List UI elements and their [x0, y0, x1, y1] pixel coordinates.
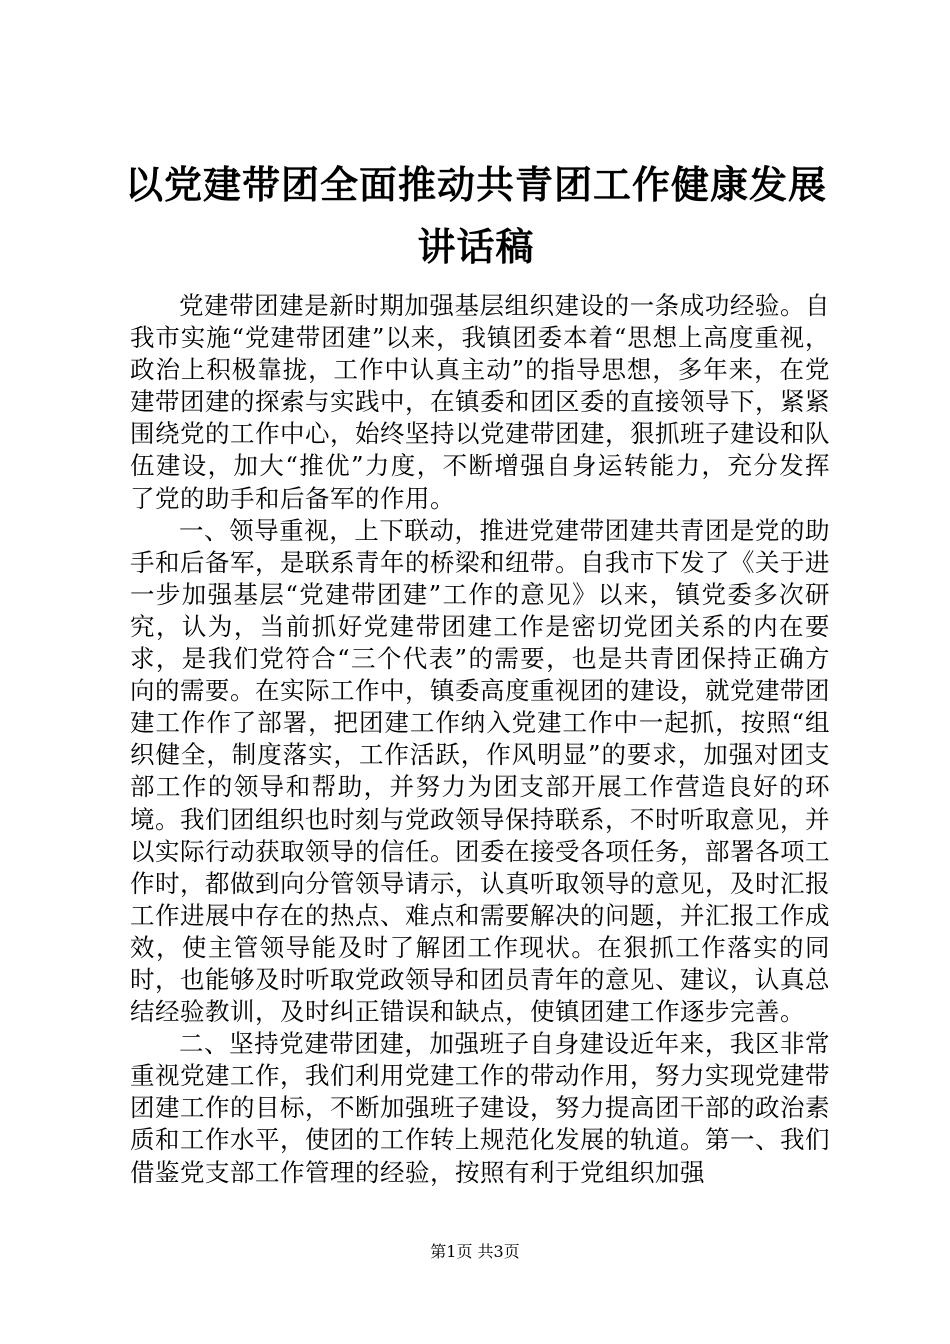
- paragraph-section-one: 一、领导重视，上下联动，推进党建带团建共青团是党的助手和后备军，是联系青年的桥梁和纽带。自我市下发了《关于进一步加强基层“党建带团建”工作的意见》以来，镇党委多次研究，认为，当前抓好党建带团建工作是密切党团关系的内在要求，是我们党符合“三个代表”的需要，也是共青团保持正确方向的需要。在实际工作中，镇委高度重视团的建设，就党建带团建工作作了部署，把团建工作纳入党建工作中一起抓，按照“组织健全，制度落实，工作活跃，作风明显”的要求，加强对团支部工作的领导和帮助，并努力为团支部开展工作营造良好的环境。我们团组织也时刻与党政领导保持联系，不时听取意见，并以实际行动获取领导的信任。团委在接受各项任务，部署各项工作时，都做到向分管领导请示，认真听取领导的意见，及时汇报工作进展中存在的热点、难点和需要解决的问题，并汇报工作成效，使主管领导能及时了解团工作现状。在狠抓工作落实的同时，也能够及时听取党政领导和团员青年的意见、建议，认真总结经验教训，及时纠正错误和缺点，使镇团建工作逐步完善。: [130, 515, 830, 1027]
- paragraph-intro: 党建带团建是新时期加强基层组织建设的一条成功经验。自我市实施“党建带团建”以来，我镇团委本着“思想上高度重视，政治上积极靠拢，工作中认真主动”的指导思想，多年来，在党建带团建的探索与实践中，在镇委和团区委的直接领导下，紧紧围绕党的工作中心，始终坚持以党建带团建，狠抓班子建设和队伍建设，加大“推优”力度，不断增强自身运转能力，充分发挥了党的助手和后备军的作用。: [130, 291, 830, 513]
- page-footer: 第1页 共3页: [430, 1242, 520, 1261]
- document-body: [130, 290, 830, 1189]
- document-title: 以党建带团全面推动共青团工作健康发展讲话稿: [124, 163, 827, 269]
- paragraph-section-two: 二、坚持党建带团建，加强班子自身建设近年来，我区非常重视党建工作，我们利用党建工作的带动作用，努力实现党建带团建工作的目标，不断加强班子建设，努力提高团干部的政治素质和工作水平，使团的工作转上规范化发展的轨道。第一、我们借鉴党支部工作管理的经验，按照有利于党组织加强: [130, 1029, 830, 1187]
